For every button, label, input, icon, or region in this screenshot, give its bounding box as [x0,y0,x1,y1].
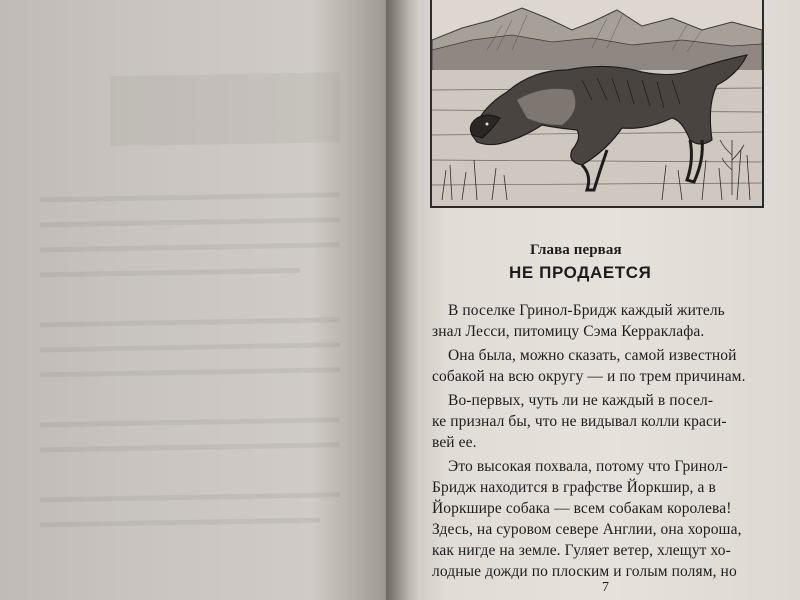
left-page-faded-line [40,442,340,452]
left-page-faded-heading [110,72,340,146]
chapter-title: НЕ ПРОДАЕТСЯ [509,263,652,282]
text-line: вей ее. [432,434,477,451]
text-line: В поселке Гринол-Бридж каждый житель [448,302,725,319]
left-page-faded-line [40,268,300,278]
text-line: лодные дожди по плоским и голым полям, но [432,563,737,580]
left-page-faded-line [40,217,340,227]
text-line: Она была, можно сказать, самой известной [448,347,737,364]
left-page-faded-line [40,317,340,327]
page-number: 7 [602,580,610,595]
text-line: как нигде на земле. Гуляет ветер, хлещут хо- [432,542,731,559]
left-page-faded-line [40,192,340,202]
text-line: собакой на всю округу — и по трем причинам. [432,368,746,385]
text-line: знал Лесси, питомицу Сэма Керраклафа. [432,323,705,340]
text-line: Здесь, на суровом севере Англии, она хороша, [432,521,742,538]
text-line: Это высокая похвала, потому что Гринол- [448,458,728,475]
left-page-faded-line [40,242,340,252]
left-page-faded-line [40,342,340,352]
text-line: Бридж находится в графстве Йоркшир, а в [432,479,716,496]
book-gutter [386,0,420,600]
collie-drawing [432,0,762,206]
text-line: Йоркшире собака — всем собакам королева! [432,500,732,517]
left-page-faded-line [40,518,320,528]
chapter-label: Глава первая [530,242,622,258]
text-line: ке признал бы, что не видывал колли краси- [432,413,727,430]
left-page-faded-line [40,492,340,502]
text-line: Во-первых, чуть ли не каждый в посел- [448,392,714,409]
left-page-faded-line [40,417,340,427]
left-page-faded-line [40,367,340,377]
dog-illustration [430,0,764,208]
